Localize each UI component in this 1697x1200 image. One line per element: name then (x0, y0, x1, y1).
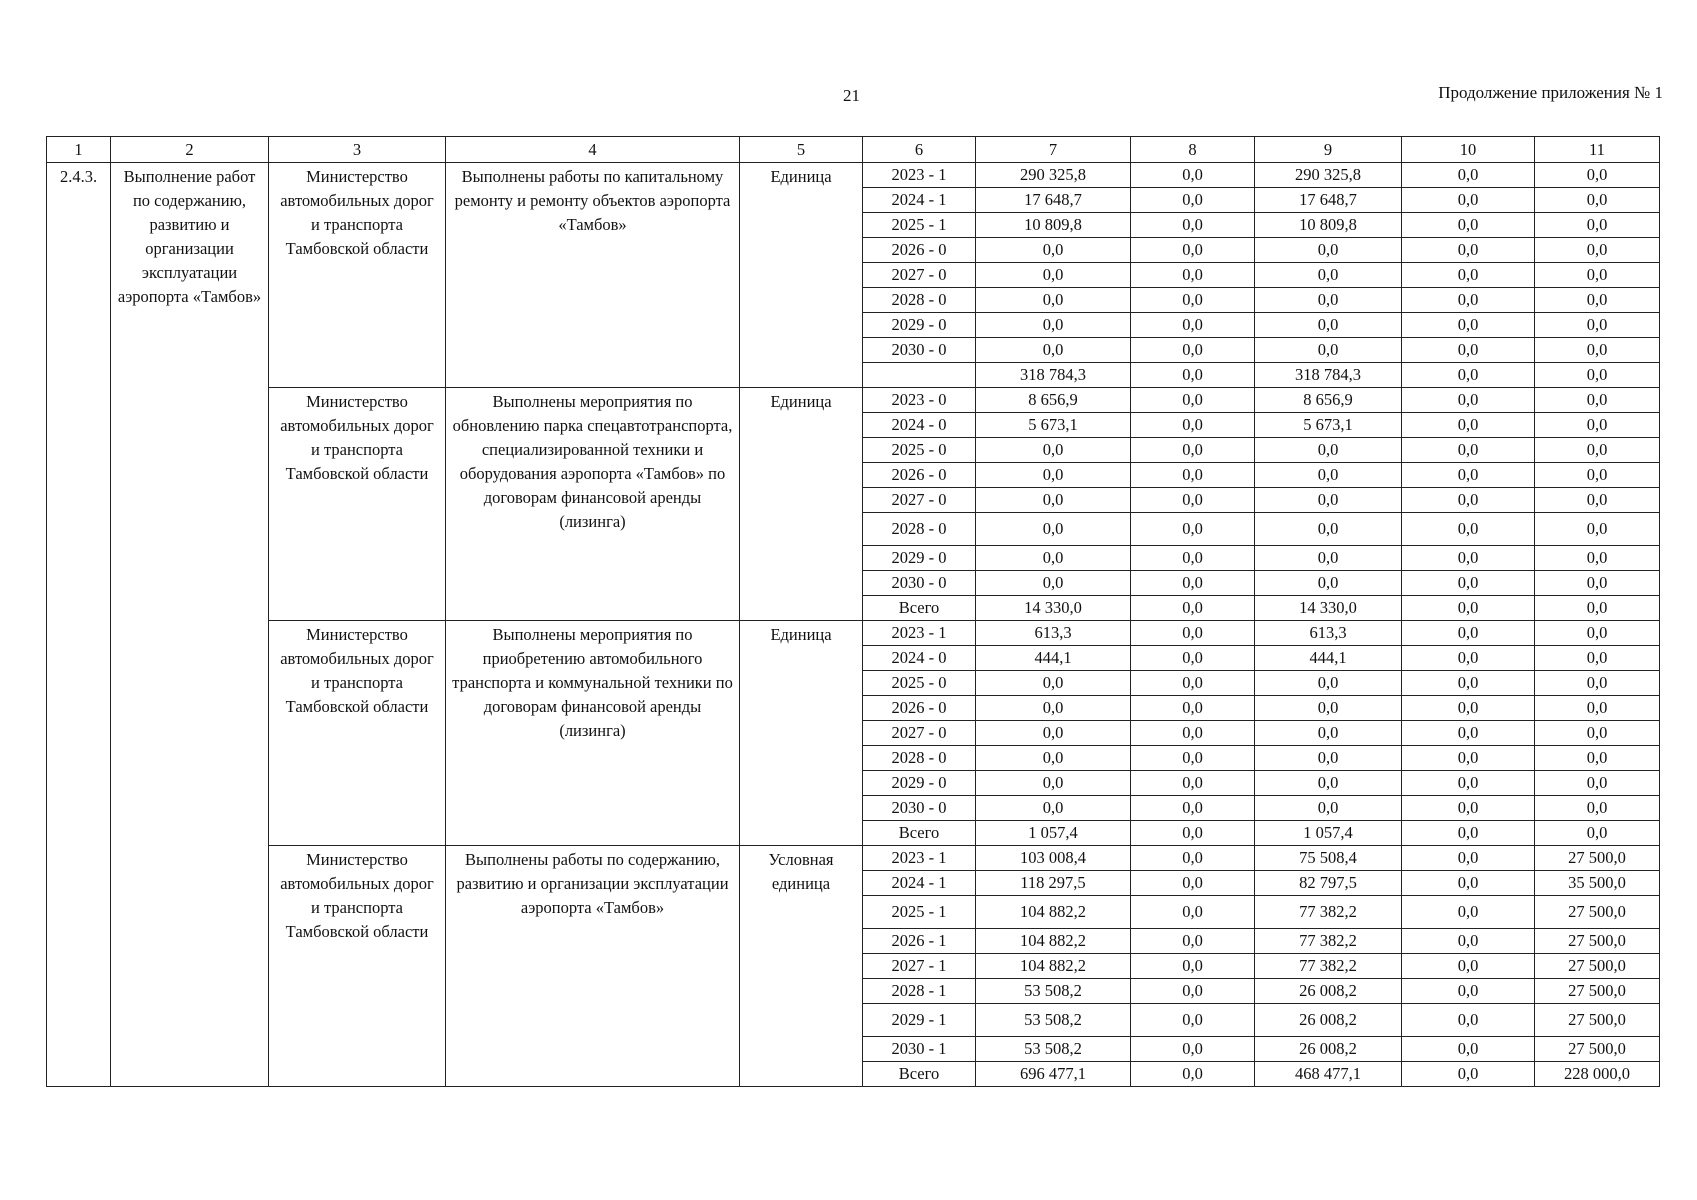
value-cell-c8: 0,0 (1131, 363, 1255, 388)
value-cell-c9: 1 057,4 (1255, 821, 1402, 846)
value-cell-c8: 0,0 (1131, 979, 1255, 1004)
year-cell: 2027 - 0 (863, 263, 976, 288)
year-cell: 2026 - 0 (863, 463, 976, 488)
table-row (47, 163, 1660, 188)
value-cell-c10: 0,0 (1402, 929, 1535, 954)
value-cell-c10: 0,0 (1402, 1037, 1535, 1062)
result-cell: Выполнены работы по капитальному ремонту и ремонту объектов аэропорта «Тамбов» (446, 163, 740, 388)
value-cell-c9: 0,0 (1255, 238, 1402, 263)
value-cell-c11: 0,0 (1535, 363, 1660, 388)
year-cell: Всего (863, 821, 976, 846)
budget-table-container (46, 136, 1659, 1087)
year-cell: 2026 - 0 (863, 238, 976, 263)
value-cell-c11: 0,0 (1535, 621, 1660, 646)
value-cell-c11: 27 500,0 (1535, 929, 1660, 954)
year-cell: 2028 - 0 (863, 746, 976, 771)
value-cell-c7: 0,0 (976, 338, 1131, 363)
value-cell-c7: 0,0 (976, 288, 1131, 313)
value-cell-c10: 0,0 (1402, 463, 1535, 488)
budget-table (46, 136, 1660, 1087)
value-cell-c9: 10 809,8 (1255, 213, 1402, 238)
year-cell: 2023 - 0 (863, 388, 976, 413)
value-cell-c7: 0,0 (976, 796, 1131, 821)
value-cell-c8: 0,0 (1131, 771, 1255, 796)
value-cell-c9: 0,0 (1255, 696, 1402, 721)
value-cell-c7: 0,0 (976, 488, 1131, 513)
value-cell-c11: 0,0 (1535, 596, 1660, 621)
value-cell-c8: 0,0 (1131, 1004, 1255, 1037)
value-cell-c11: 0,0 (1535, 513, 1660, 546)
year-cell: 2025 - 1 (863, 896, 976, 929)
value-cell-c10: 0,0 (1402, 413, 1535, 438)
value-cell-c9: 8 656,9 (1255, 388, 1402, 413)
year-cell: 2029 - 0 (863, 546, 976, 571)
value-cell-c8: 0,0 (1131, 163, 1255, 188)
value-cell-c10: 0,0 (1402, 488, 1535, 513)
value-cell-c9: 290 325,8 (1255, 163, 1402, 188)
year-cell: Всего (863, 1062, 976, 1087)
value-cell-c11: 0,0 (1535, 771, 1660, 796)
value-cell-c8: 0,0 (1131, 188, 1255, 213)
value-cell-c10: 0,0 (1402, 438, 1535, 463)
value-cell-c8: 0,0 (1131, 621, 1255, 646)
value-cell-c11: 0,0 (1535, 288, 1660, 313)
value-cell-c7: 17 648,7 (976, 188, 1131, 213)
value-cell-c8: 0,0 (1131, 596, 1255, 621)
value-cell-c9: 14 330,0 (1255, 596, 1402, 621)
appendix-continuation-note: Продолжение приложения № 1 (1438, 83, 1663, 102)
value-cell-c10: 0,0 (1402, 979, 1535, 1004)
value-cell-c7: 104 882,2 (976, 896, 1131, 929)
value-cell-c8: 0,0 (1131, 288, 1255, 313)
value-cell-c10: 0,0 (1402, 313, 1535, 338)
executor-cell: Министерство автомобильных дорог и транспорта Тамбовской области (269, 388, 446, 621)
value-cell-c10: 0,0 (1402, 796, 1535, 821)
value-cell-c7: 696 477,1 (976, 1062, 1131, 1087)
value-cell-c10: 0,0 (1402, 388, 1535, 413)
value-cell-c10: 0,0 (1402, 821, 1535, 846)
value-cell-c10: 0,0 (1402, 571, 1535, 596)
value-cell-c11: 0,0 (1535, 546, 1660, 571)
value-cell-c10: 0,0 (1402, 954, 1535, 979)
value-cell-c8: 0,0 (1131, 1037, 1255, 1062)
value-cell-c8: 0,0 (1131, 571, 1255, 596)
column-number-row (47, 137, 1660, 163)
value-cell-c11: 0,0 (1535, 463, 1660, 488)
value-cell-c11: 27 500,0 (1535, 1004, 1660, 1037)
value-cell-c9: 0,0 (1255, 263, 1402, 288)
value-cell-c8: 0,0 (1131, 263, 1255, 288)
value-cell-c7: 444,1 (976, 646, 1131, 671)
column-header-10: 10 (1402, 137, 1535, 163)
value-cell-c8: 0,0 (1131, 546, 1255, 571)
value-cell-c9: 17 648,7 (1255, 188, 1402, 213)
value-cell-c7: 10 809,8 (976, 213, 1131, 238)
value-cell-c9: 0,0 (1255, 721, 1402, 746)
value-cell-c8: 0,0 (1131, 463, 1255, 488)
executor-cell: Министерство автомобильных дорог и транспорта Тамбовской области (269, 163, 446, 388)
unit-cell: Единица (740, 388, 863, 621)
value-cell-c7: 118 297,5 (976, 871, 1131, 896)
value-cell-c9: 0,0 (1255, 513, 1402, 546)
value-cell-c7: 0,0 (976, 438, 1131, 463)
value-cell-c10: 0,0 (1402, 871, 1535, 896)
value-cell-c7: 0,0 (976, 513, 1131, 546)
value-cell-c10: 0,0 (1402, 771, 1535, 796)
unit-cell: Единица (740, 621, 863, 846)
value-cell-c7: 0,0 (976, 546, 1131, 571)
value-cell-c7: 613,3 (976, 621, 1131, 646)
value-cell-c8: 0,0 (1131, 696, 1255, 721)
year-cell: 2029 - 0 (863, 313, 976, 338)
value-cell-c9: 77 382,2 (1255, 954, 1402, 979)
value-cell-c10: 0,0 (1402, 363, 1535, 388)
value-cell-c10: 0,0 (1402, 338, 1535, 363)
unit-cell: Условная единица (740, 846, 863, 1087)
value-cell-c9: 5 673,1 (1255, 413, 1402, 438)
year-cell: 2027 - 1 (863, 954, 976, 979)
executor-cell: Министерство автомобильных дорог и транспорта Тамбовской области (269, 846, 446, 1087)
value-cell-c10: 0,0 (1402, 671, 1535, 696)
value-cell-c10: 0,0 (1402, 621, 1535, 646)
result-cell: Выполнены работы по содержанию, развитию и организации эксплуатации аэропорта «Тамбов» (446, 846, 740, 1087)
column-header-9: 9 (1255, 137, 1402, 163)
value-cell-c8: 0,0 (1131, 413, 1255, 438)
value-cell-c8: 0,0 (1131, 1062, 1255, 1087)
value-cell-c11: 0,0 (1535, 338, 1660, 363)
table-row (47, 846, 1660, 871)
value-cell-c7: 0,0 (976, 463, 1131, 488)
year-cell: Всего (863, 596, 976, 621)
value-cell-c11: 0,0 (1535, 821, 1660, 846)
year-cell: 2028 - 0 (863, 513, 976, 546)
value-cell-c9: 82 797,5 (1255, 871, 1402, 896)
column-header-2: 2 (111, 137, 269, 163)
value-cell-c7: 8 656,9 (976, 388, 1131, 413)
year-cell: 2024 - 0 (863, 646, 976, 671)
value-cell-c9: 0,0 (1255, 671, 1402, 696)
year-cell: 2026 - 1 (863, 929, 976, 954)
value-cell-c8: 0,0 (1131, 438, 1255, 463)
value-cell-c11: 0,0 (1535, 571, 1660, 596)
year-cell: 2029 - 0 (863, 771, 976, 796)
value-cell-c9: 0,0 (1255, 746, 1402, 771)
value-cell-c8: 0,0 (1131, 213, 1255, 238)
value-cell-c11: 0,0 (1535, 238, 1660, 263)
value-cell-c10: 0,0 (1402, 513, 1535, 546)
value-cell-c9: 0,0 (1255, 338, 1402, 363)
value-cell-c11: 27 500,0 (1535, 1037, 1660, 1062)
value-cell-c11: 0,0 (1535, 488, 1660, 513)
value-cell-c10: 0,0 (1402, 896, 1535, 929)
value-cell-c11: 0,0 (1535, 696, 1660, 721)
value-cell-c8: 0,0 (1131, 513, 1255, 546)
result-cell: Выполнены мероприятия по обновлению парка спецавтотранспорта, специализированной техники и оборудования аэропорта «Тамбов» по договорам финансовой аренды (лизинга) (446, 388, 740, 621)
value-cell-c8: 0,0 (1131, 871, 1255, 896)
value-cell-c10: 0,0 (1402, 696, 1535, 721)
value-cell-c11: 35 500,0 (1535, 871, 1660, 896)
page-number: 21 (843, 86, 860, 105)
value-cell-c11: 27 500,0 (1535, 954, 1660, 979)
value-cell-c8: 0,0 (1131, 821, 1255, 846)
value-cell-c11: 27 500,0 (1535, 846, 1660, 871)
value-cell-c7: 103 008,4 (976, 846, 1131, 871)
value-cell-c9: 0,0 (1255, 438, 1402, 463)
year-cell: 2028 - 0 (863, 288, 976, 313)
column-header-3: 3 (269, 137, 446, 163)
value-cell-c7: 0,0 (976, 571, 1131, 596)
value-cell-c7: 0,0 (976, 671, 1131, 696)
year-cell: 2025 - 1 (863, 213, 976, 238)
value-cell-c7: 0,0 (976, 696, 1131, 721)
value-cell-c9: 0,0 (1255, 463, 1402, 488)
year-cell: 2024 - 0 (863, 413, 976, 438)
value-cell-c8: 0,0 (1131, 238, 1255, 263)
column-header-4: 4 (446, 137, 740, 163)
value-cell-c7: 1 057,4 (976, 821, 1131, 846)
value-cell-c9: 26 008,2 (1255, 1004, 1402, 1037)
value-cell-c10: 0,0 (1402, 1004, 1535, 1037)
year-cell: 2030 - 0 (863, 571, 976, 596)
value-cell-c9: 75 508,4 (1255, 846, 1402, 871)
value-cell-c7: 0,0 (976, 771, 1131, 796)
value-cell-c7: 290 325,8 (976, 163, 1131, 188)
value-cell-c11: 0,0 (1535, 263, 1660, 288)
value-cell-c8: 0,0 (1131, 671, 1255, 696)
column-header-11: 11 (1535, 137, 1660, 163)
year-cell (863, 363, 976, 388)
value-cell-c8: 0,0 (1131, 746, 1255, 771)
year-cell: 2025 - 0 (863, 438, 976, 463)
value-cell-c10: 0,0 (1402, 263, 1535, 288)
value-cell-c8: 0,0 (1131, 846, 1255, 871)
result-cell: Выполнены мероприятия по приобретению автомобильного транспорта и коммунальной техники по договорам финансовой аренды (лизинга) (446, 621, 740, 846)
year-cell: 2027 - 0 (863, 721, 976, 746)
item-title: Выполнение работ по содержанию, развитию и организации эксплуатации аэропорта «Тамбов» (111, 163, 269, 1087)
column-header-8: 8 (1131, 137, 1255, 163)
value-cell-c10: 0,0 (1402, 1062, 1535, 1087)
value-cell-c9: 0,0 (1255, 288, 1402, 313)
value-cell-c7: 104 882,2 (976, 929, 1131, 954)
value-cell-c7: 53 508,2 (976, 979, 1131, 1004)
year-cell: 2024 - 1 (863, 188, 976, 213)
value-cell-c11: 0,0 (1535, 313, 1660, 338)
value-cell-c10: 0,0 (1402, 163, 1535, 188)
value-cell-c7: 0,0 (976, 238, 1131, 263)
value-cell-c11: 0,0 (1535, 671, 1660, 696)
value-cell-c8: 0,0 (1131, 388, 1255, 413)
value-cell-c7: 14 330,0 (976, 596, 1131, 621)
value-cell-c7: 0,0 (976, 721, 1131, 746)
value-cell-c8: 0,0 (1131, 646, 1255, 671)
value-cell-c8: 0,0 (1131, 896, 1255, 929)
value-cell-c11: 27 500,0 (1535, 979, 1660, 1004)
value-cell-c9: 318 784,3 (1255, 363, 1402, 388)
column-header-5: 5 (740, 137, 863, 163)
value-cell-c11: 228 000,0 (1535, 1062, 1660, 1087)
value-cell-c10: 0,0 (1402, 746, 1535, 771)
value-cell-c10: 0,0 (1402, 596, 1535, 621)
table-body (47, 163, 1660, 1087)
column-header-7: 7 (976, 137, 1131, 163)
value-cell-c9: 77 382,2 (1255, 929, 1402, 954)
year-cell: 2023 - 1 (863, 621, 976, 646)
value-cell-c11: 0,0 (1535, 413, 1660, 438)
value-cell-c7: 53 508,2 (976, 1004, 1131, 1037)
unit-cell: Единица (740, 163, 863, 388)
year-cell: 2028 - 1 (863, 979, 976, 1004)
value-cell-c8: 0,0 (1131, 338, 1255, 363)
year-cell: 2030 - 0 (863, 796, 976, 821)
value-cell-c7: 318 784,3 (976, 363, 1131, 388)
value-cell-c11: 0,0 (1535, 796, 1660, 821)
value-cell-c11: 0,0 (1535, 163, 1660, 188)
item-code: 2.4.3. (47, 163, 111, 1087)
year-cell: 2025 - 0 (863, 671, 976, 696)
table-row (47, 388, 1660, 413)
value-cell-c10: 0,0 (1402, 646, 1535, 671)
year-cell: 2030 - 0 (863, 338, 976, 363)
executor-cell: Министерство автомобильных дорог и транспорта Тамбовской области (269, 621, 446, 846)
year-cell: 2023 - 1 (863, 846, 976, 871)
table-row (47, 621, 1660, 646)
value-cell-c8: 0,0 (1131, 796, 1255, 821)
value-cell-c8: 0,0 (1131, 488, 1255, 513)
value-cell-c9: 0,0 (1255, 771, 1402, 796)
value-cell-c11: 0,0 (1535, 721, 1660, 746)
value-cell-c9: 0,0 (1255, 546, 1402, 571)
value-cell-c9: 77 382,2 (1255, 896, 1402, 929)
value-cell-c9: 0,0 (1255, 313, 1402, 338)
year-cell: 2029 - 1 (863, 1004, 976, 1037)
value-cell-c9: 613,3 (1255, 621, 1402, 646)
value-cell-c8: 0,0 (1131, 313, 1255, 338)
value-cell-c8: 0,0 (1131, 929, 1255, 954)
value-cell-c7: 5 673,1 (976, 413, 1131, 438)
value-cell-c9: 26 008,2 (1255, 1037, 1402, 1062)
value-cell-c10: 0,0 (1402, 721, 1535, 746)
value-cell-c10: 0,0 (1402, 546, 1535, 571)
value-cell-c8: 0,0 (1131, 954, 1255, 979)
value-cell-c10: 0,0 (1402, 846, 1535, 871)
year-cell: 2027 - 0 (863, 488, 976, 513)
value-cell-c10: 0,0 (1402, 238, 1535, 263)
year-cell: 2030 - 1 (863, 1037, 976, 1062)
value-cell-c11: 27 500,0 (1535, 896, 1660, 929)
value-cell-c11: 0,0 (1535, 438, 1660, 463)
value-cell-c11: 0,0 (1535, 746, 1660, 771)
year-cell: 2024 - 1 (863, 871, 976, 896)
year-cell: 2023 - 1 (863, 163, 976, 188)
value-cell-c9: 26 008,2 (1255, 979, 1402, 1004)
value-cell-c11: 0,0 (1535, 213, 1660, 238)
year-cell: 2026 - 0 (863, 696, 976, 721)
column-header-1: 1 (47, 137, 111, 163)
value-cell-c9: 0,0 (1255, 796, 1402, 821)
value-cell-c10: 0,0 (1402, 188, 1535, 213)
value-cell-c11: 0,0 (1535, 188, 1660, 213)
value-cell-c7: 104 882,2 (976, 954, 1131, 979)
value-cell-c7: 0,0 (976, 746, 1131, 771)
value-cell-c8: 0,0 (1131, 721, 1255, 746)
value-cell-c9: 0,0 (1255, 571, 1402, 596)
value-cell-c7: 0,0 (976, 313, 1131, 338)
value-cell-c11: 0,0 (1535, 646, 1660, 671)
value-cell-c9: 468 477,1 (1255, 1062, 1402, 1087)
value-cell-c7: 53 508,2 (976, 1037, 1131, 1062)
value-cell-c7: 0,0 (976, 263, 1131, 288)
value-cell-c9: 0,0 (1255, 488, 1402, 513)
column-header-6: 6 (863, 137, 976, 163)
value-cell-c11: 0,0 (1535, 388, 1660, 413)
value-cell-c9: 444,1 (1255, 646, 1402, 671)
value-cell-c10: 0,0 (1402, 213, 1535, 238)
value-cell-c10: 0,0 (1402, 288, 1535, 313)
